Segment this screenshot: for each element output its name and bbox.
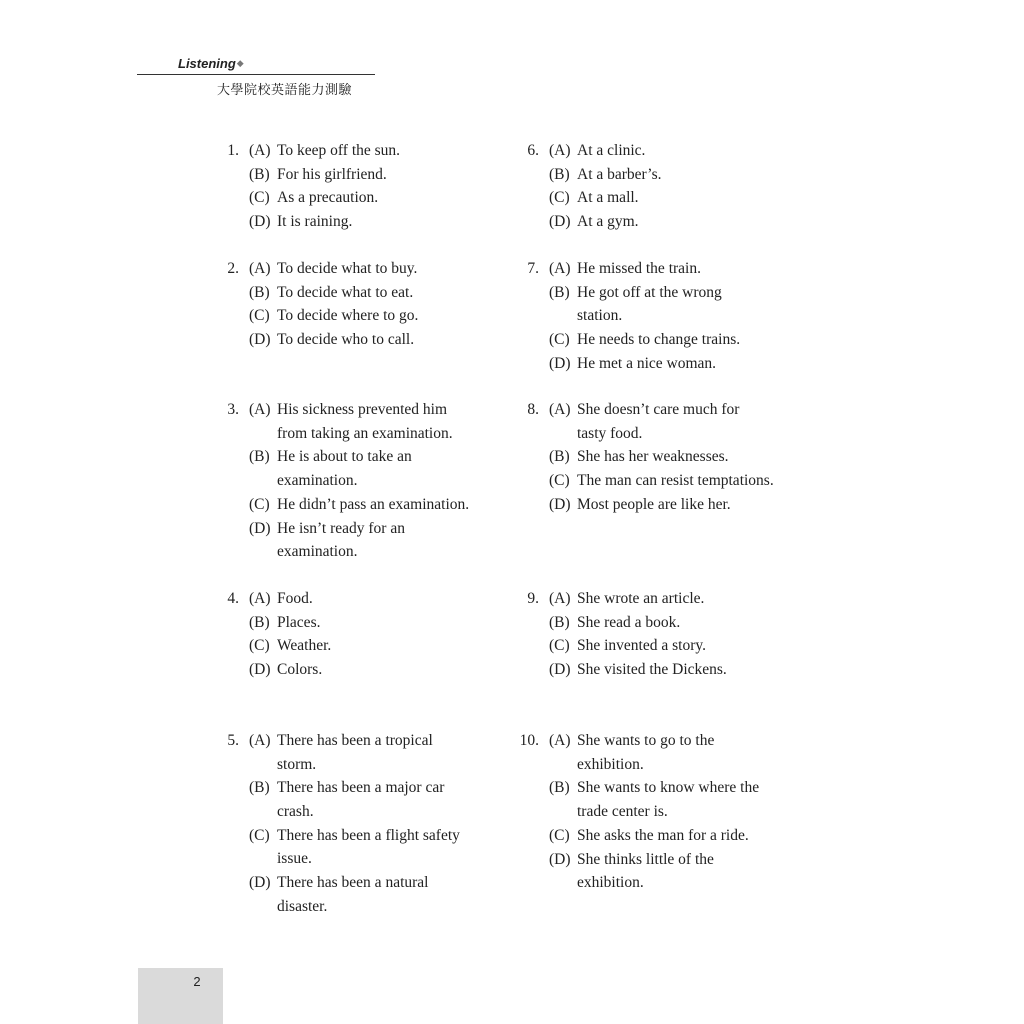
option-letter: (A): [249, 260, 271, 277]
option-text-continued: storm.: [277, 755, 317, 773]
question-number: 1.: [227, 142, 239, 159]
option-letter: (B): [249, 779, 270, 797]
option-letter: (B): [549, 779, 570, 797]
question-number: 6.: [527, 142, 539, 159]
option-text: She wrote an article.: [577, 590, 705, 607]
question-number: 8.: [527, 401, 539, 418]
option-text: He missed the train.: [577, 260, 701, 277]
option-text: There has been a tropical: [277, 732, 433, 749]
option-letter: (C): [549, 331, 570, 349]
option-letter: (A): [249, 401, 271, 418]
option-text: At a mall.: [577, 189, 639, 207]
option-text-continued: disaster.: [277, 897, 328, 915]
option-text-continued: exhibition.: [577, 755, 644, 773]
option-letter: (C): [249, 189, 270, 207]
option-letter: (B): [249, 448, 270, 466]
option-text-continued: trade center is.: [577, 803, 668, 821]
option-text: There has been a flight safety: [277, 826, 460, 844]
option-text: To decide what to buy.: [277, 260, 418, 277]
option-letter: (B): [249, 283, 270, 301]
option-text: She invented a story.: [577, 637, 706, 655]
option-text: He is about to take an: [277, 448, 412, 466]
option-text-continued: exhibition.: [577, 874, 644, 892]
option-text: At a barber’s.: [577, 165, 662, 183]
option-text: She wants to know where the: [577, 779, 760, 797]
option-text-continued: crash.: [277, 803, 314, 821]
option-text: The man can resist temptations.: [577, 472, 774, 490]
option-text: She visited the Dickens.: [577, 661, 727, 679]
option-letter: (D): [549, 850, 571, 868]
option-letter: (A): [549, 732, 571, 749]
option-letter: (B): [549, 283, 570, 301]
option-letter: (B): [549, 165, 570, 183]
section-title: [178, 56, 244, 71]
option-letter: (D): [549, 354, 571, 372]
option-letter: (D): [249, 213, 271, 231]
page-number-box: [138, 968, 223, 1024]
option-text: There has been a major car: [277, 779, 445, 797]
option-letter: (D): [249, 331, 271, 349]
option-letter: (A): [249, 732, 271, 749]
option-text: To decide who to call.: [277, 331, 415, 349]
option-text: To decide where to go.: [277, 307, 419, 325]
option-letter: (D): [249, 874, 271, 892]
option-text: His sickness prevented him: [277, 401, 448, 418]
option-text: He didn’t pass an examination.: [277, 495, 470, 513]
option-letter: (C): [549, 826, 570, 844]
question-number: 7.: [527, 260, 539, 277]
option-letter: (A): [549, 401, 571, 418]
option-text: To keep off the sun.: [277, 142, 401, 159]
option-letter: (C): [549, 472, 570, 490]
option-text: He needs to change trains.: [577, 331, 741, 349]
question-number: 3.: [227, 401, 239, 418]
option-letter: (C): [249, 495, 270, 513]
section-title-text: Listening: [178, 56, 236, 71]
question-number: 9.: [527, 590, 539, 607]
option-text: She wants to go to the: [577, 732, 715, 749]
option-text: To decide what to eat.: [277, 283, 414, 301]
option-letter: (D): [249, 661, 271, 679]
option-text: At a gym.: [577, 213, 639, 231]
option-text-continued: issue.: [277, 850, 312, 868]
option-letter: (D): [549, 495, 571, 513]
option-text: He isn’t ready for an: [277, 519, 405, 537]
option-text-continued: tasty food.: [577, 424, 643, 442]
option-letter: (C): [549, 637, 570, 655]
option-letter: (D): [249, 519, 271, 537]
option-letter: (C): [249, 826, 270, 844]
option-text-continued: examination.: [277, 543, 358, 561]
question-number: 4.: [227, 590, 239, 607]
question-number: 10.: [519, 732, 539, 749]
option-text-continued: examination.: [277, 472, 358, 490]
option-letter: (A): [249, 590, 271, 607]
option-letter: (B): [249, 613, 270, 631]
option-letter: (D): [549, 213, 571, 231]
option-text: For his girlfriend.: [277, 165, 387, 183]
option-text-continued: station.: [577, 307, 623, 325]
option-letter: (C): [549, 189, 570, 207]
option-text: He met a nice woman.: [577, 354, 717, 372]
option-text: She read a book.: [577, 613, 681, 631]
option-text: She thinks little of the: [577, 850, 714, 868]
page-number: 2: [193, 974, 201, 989]
option-letter: (C): [249, 637, 270, 655]
option-text: At a clinic.: [577, 142, 646, 159]
question-number: 2.: [227, 260, 239, 277]
option-text: Colors.: [277, 661, 323, 679]
option-text: He got off at the wrong: [577, 283, 722, 301]
option-text: Places.: [277, 613, 321, 631]
option-text: Most people are like her.: [577, 495, 731, 513]
diamond-icon: ◆: [236, 58, 244, 68]
option-text: As a precaution.: [277, 189, 379, 207]
option-text: She asks the man for a ride.: [577, 826, 749, 844]
option-text: She has her weaknesses.: [577, 448, 729, 466]
option-text: There has been a natural: [277, 874, 429, 892]
question-number: 5.: [227, 732, 239, 749]
option-letter: (C): [249, 307, 270, 325]
option-text: It is raining.: [277, 213, 353, 231]
book-subtitle: 大學院校英語能力測驗: [217, 83, 353, 98]
option-letter: (A): [549, 142, 571, 159]
header-rule: [137, 74, 375, 75]
option-text: She doesn’t care much for: [577, 401, 740, 418]
option-letter: (A): [549, 260, 571, 277]
option-letter: (A): [249, 142, 271, 159]
option-letter: (D): [549, 661, 571, 679]
option-text: Weather.: [277, 637, 332, 655]
option-letter: (B): [549, 613, 570, 631]
option-letter: (B): [549, 448, 570, 466]
option-letter: (B): [249, 165, 270, 183]
option-letter: (A): [549, 590, 571, 607]
option-text: Food.: [277, 590, 313, 607]
option-text-continued: from taking an examination.: [277, 424, 453, 442]
